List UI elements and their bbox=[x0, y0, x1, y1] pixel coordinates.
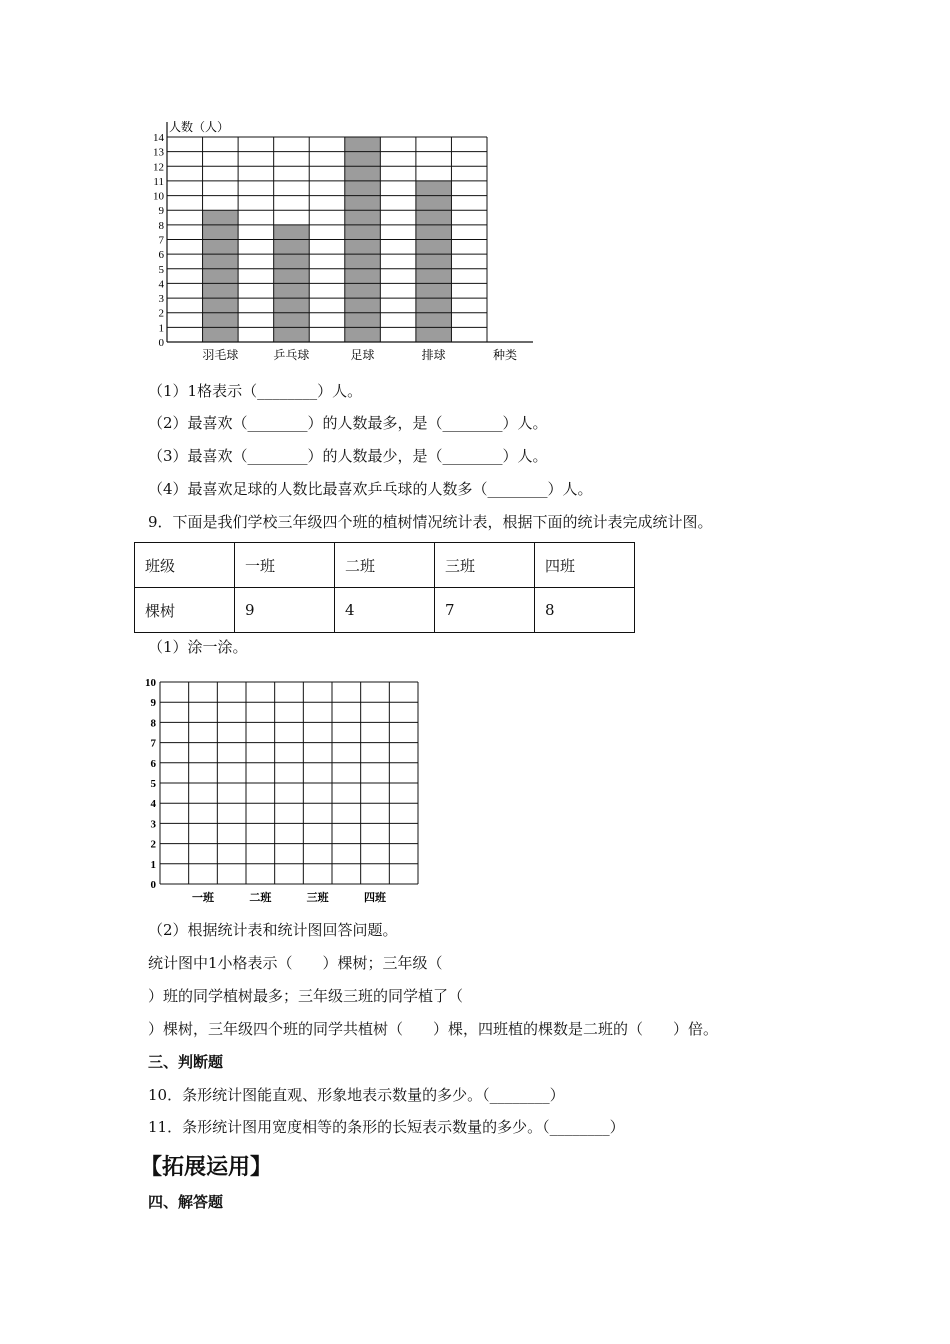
y-tick-label: 5 bbox=[150, 778, 156, 790]
y-tick-label: 8 bbox=[158, 219, 164, 232]
q9-part2: （2）根据统计表和统计图回答问题。 bbox=[148, 921, 398, 939]
y-tick-label: 3 bbox=[158, 293, 164, 306]
x-tick-label: 三班 bbox=[306, 892, 329, 904]
y-tick-label: 7 bbox=[158, 234, 164, 247]
y-tick-label: 6 bbox=[158, 249, 164, 262]
q9-line1: 统计图中1小格表示（ ）棵树；三年级（ bbox=[148, 954, 443, 972]
q9-line2: ）班的同学植树最多；三年级三班的同学植了（ bbox=[148, 987, 464, 1005]
y-tick-label: 1 bbox=[150, 858, 156, 871]
blank-grid-chart bbox=[140, 672, 430, 908]
y-tick-label: 0 bbox=[158, 337, 164, 349]
bar bbox=[416, 181, 452, 342]
x-tick-label: 一班 bbox=[192, 892, 214, 904]
x-tick-label: 四班 bbox=[364, 892, 386, 904]
table-cell: 班级 bbox=[135, 543, 235, 588]
q9-stem: 9．下面是我们学校三年级四个班的植树情况统计表，根据下面的统计表完成统计图。 bbox=[148, 513, 713, 531]
y-tick-label: 7 bbox=[150, 737, 156, 750]
y-tick-label: 1 bbox=[158, 322, 164, 335]
expand-heading: 【拓展运用】 bbox=[140, 1154, 273, 1180]
y-tick-label: 4 bbox=[158, 278, 164, 291]
section-answer-heading: 四、解答题 bbox=[148, 1193, 224, 1211]
y-tick-label: 0 bbox=[150, 879, 156, 891]
y-tick-label: 14 bbox=[153, 132, 164, 144]
q10: 10．条形统计图能直观、形象地表示数量的多少。（________） bbox=[148, 1086, 565, 1104]
q8-sub4: （4）最喜欢足球的人数比最喜欢乒乓球的人数多（________）人。 bbox=[148, 480, 593, 498]
x-tick-label: 排球 bbox=[421, 348, 446, 362]
y-tick-label: 2 bbox=[158, 307, 164, 320]
y-tick-label: 12 bbox=[153, 161, 164, 174]
y-tick-label: 9 bbox=[158, 205, 164, 218]
y-tick-label: 6 bbox=[150, 757, 156, 770]
y-tick-label: 10 bbox=[145, 677, 156, 689]
q9-line3: ）棵树，三年级四个班的同学共植树（ ）棵，四班植的棵数是二班的（ ）倍。 bbox=[148, 1020, 719, 1038]
bar bbox=[203, 210, 239, 342]
x-tick-label: 足球 bbox=[350, 348, 375, 362]
q8-sub3: （3）最喜欢（________）的人数最少，是（________）人。 bbox=[148, 447, 548, 465]
y-tick-label: 10 bbox=[153, 190, 164, 203]
x-axis-label: 种类 bbox=[492, 348, 518, 362]
x-tick-label: 羽毛球 bbox=[202, 348, 239, 362]
table-cell: 三班 bbox=[435, 543, 535, 588]
y-tick-label: 3 bbox=[150, 818, 156, 831]
section-judgement-heading: 三、判断题 bbox=[148, 1053, 224, 1071]
table-cell: 棵树 bbox=[135, 588, 235, 633]
sports-bar-chart bbox=[140, 112, 540, 367]
table-row bbox=[135, 588, 635, 633]
table-cell: 4 bbox=[335, 588, 435, 633]
tree-planting-table bbox=[134, 542, 635, 633]
x-tick-label: 二班 bbox=[249, 892, 272, 904]
table-cell: 四班 bbox=[535, 543, 635, 588]
table-row bbox=[135, 543, 635, 588]
y-tick-label: 11 bbox=[153, 175, 164, 188]
q8-sub2: （2）最喜欢（________）的人数最多，是（________）人。 bbox=[148, 414, 548, 432]
q8-sub1: （1）1格表示（________）人。 bbox=[148, 382, 363, 400]
y-axis-label: 人数（人） bbox=[169, 120, 230, 134]
y-tick-label: 2 bbox=[150, 838, 156, 851]
y-tick-label: 13 bbox=[153, 146, 164, 159]
table-cell: 7 bbox=[435, 588, 535, 633]
x-tick-label: 乒乓球 bbox=[273, 348, 310, 362]
table-cell: 8 bbox=[535, 588, 635, 633]
table-cell: 二班 bbox=[335, 543, 435, 588]
y-tick-label: 8 bbox=[150, 717, 156, 730]
table-cell: 9 bbox=[235, 588, 335, 633]
q9-part1: （1）涂一涂。 bbox=[148, 638, 248, 656]
y-tick-label: 4 bbox=[150, 798, 156, 811]
y-tick-label: 9 bbox=[150, 697, 156, 710]
q11: 11．条形统计图用宽度相等的条形的长短表示数量的多少。（________） bbox=[148, 1118, 625, 1136]
table-cell: 一班 bbox=[235, 543, 335, 588]
y-tick-label: 5 bbox=[158, 263, 164, 276]
